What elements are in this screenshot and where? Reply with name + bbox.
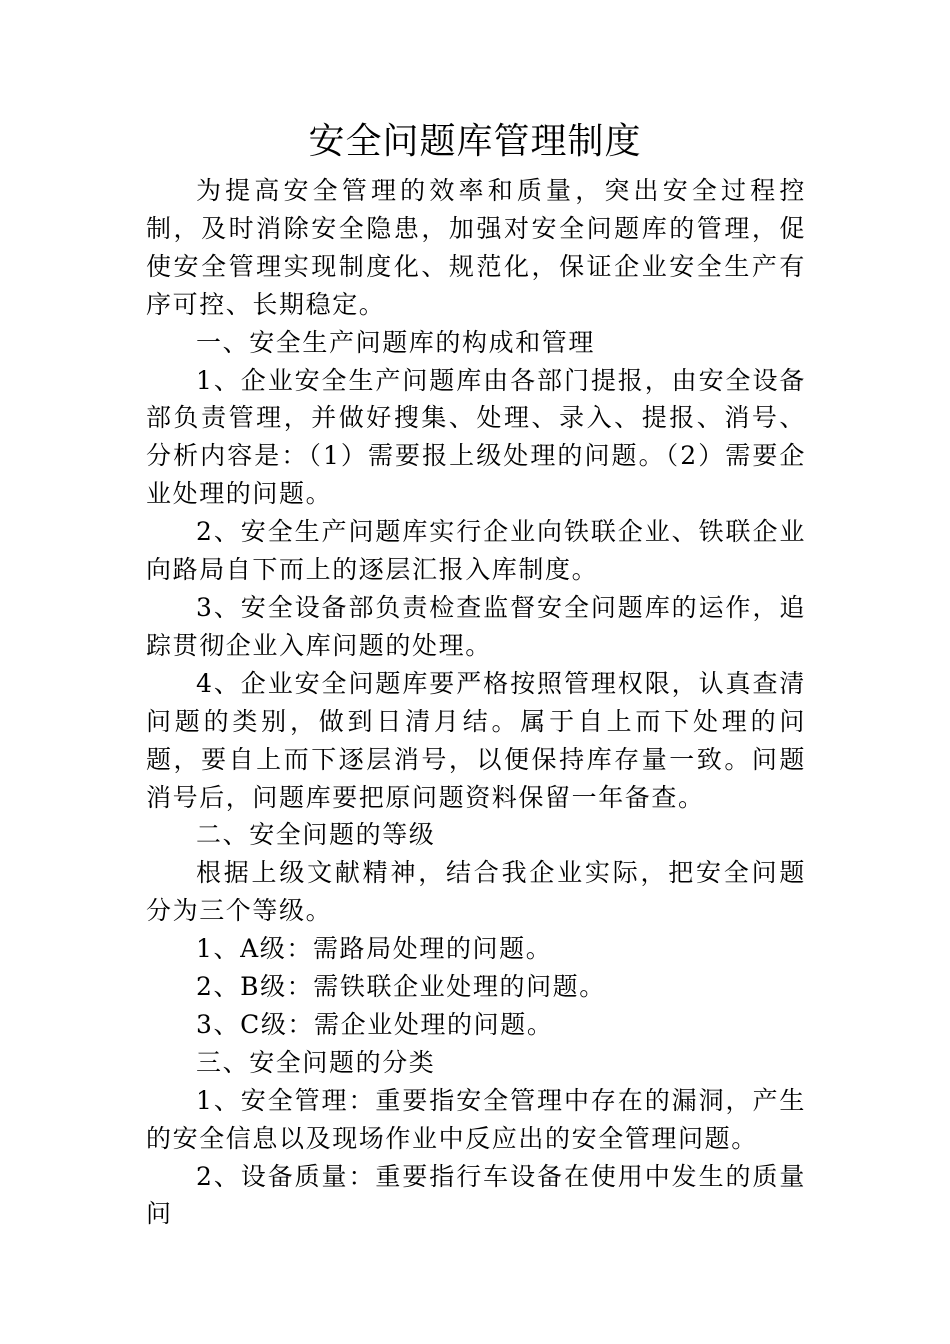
section-heading-1: 一、安全生产问题库的构成和管理 [196, 327, 596, 357]
paragraph-3-1: 1、安全管理：重要指安全管理中存在的漏洞，产生的安全信息以及现场作业中反应出的安全管理问题。 [146, 1085, 806, 1153]
document-title: 安全问题库管理制度 [308, 121, 642, 162]
paragraph-3-2: 2、设备质量：重要指行车设备在使用中发生的质量问 [146, 1161, 806, 1229]
paragraph-2-intro: 根据上级文献精神，结合我企业实际，把安全问题分为三个等级。 [146, 858, 806, 926]
section-heading-2: 二、安全问题的等级 [196, 820, 436, 850]
paragraph-intro: 为提高安全管理的效率和质量，突出安全过程控制，及时消除安全隐患，加强对安全问题库的管理，促使安全管理实现制度化、规范化，保证企业安全生产有序可控、长期稳定。 [146, 176, 806, 319]
paragraph-1-1: 1、企业安全生产问题库由各部门提报，由安全设备部负责管理，并做好搜集、处理、录入、提报、消号、分析内容是：（1）需要报上级处理的问题。（2）需要企业处理的问题。 [146, 365, 806, 509]
paragraph-2-3: 3、C级：需企业处理的问题。 [196, 1009, 554, 1039]
paragraph-2-2: 2、B级：需铁联企业处理的问题。 [196, 972, 606, 1002]
section-heading-3: 三、安全问题的分类 [196, 1047, 436, 1077]
paragraph-1-2: 2、安全生产问题库实行企业向铁联企业、铁联企业向路局自下而上的逐层汇报入库制度。 [146, 517, 806, 585]
document-body [146, 172, 806, 1233]
paragraph-1-3: 3、安全设备部负责检查监督安全问题库的运作，追踪贯彻企业入库问题的处理。 [146, 592, 806, 660]
paragraph-1-4: 4、企业安全问题库要严格按照管理权限，认真查清问题的类别，做到日清月结。属于自上而下处理的问题，要自上而下逐层消号，以便保持库存量一致。问题消号后，问题库要把原问题资料保留一年备查。 [146, 668, 806, 812]
paragraph-2-1: 1、A级：需路局处理的问题。 [196, 934, 553, 964]
